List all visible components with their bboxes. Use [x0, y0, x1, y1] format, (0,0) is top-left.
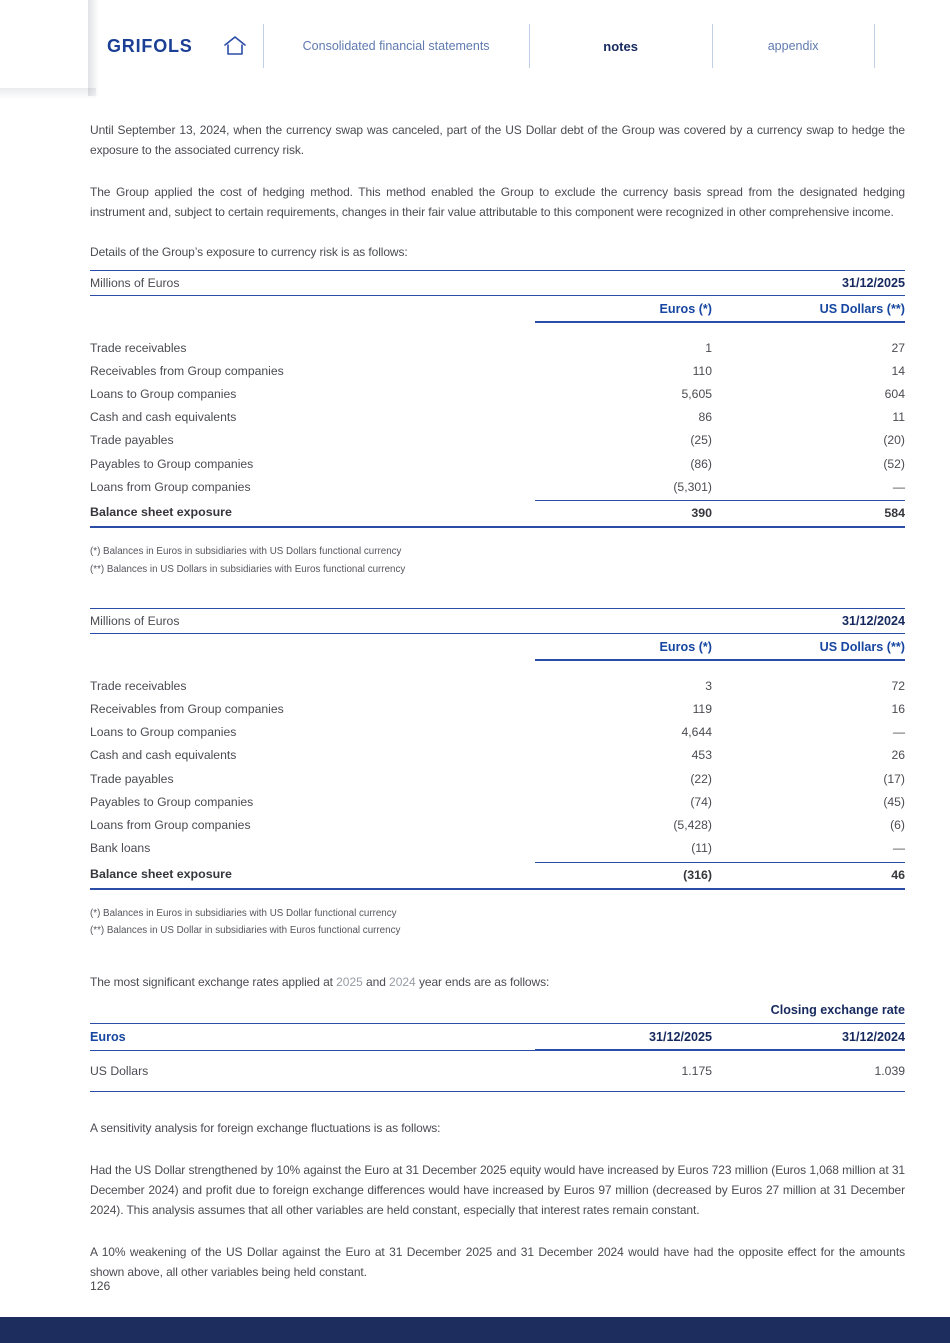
rates-intro-text: The most significant exchange rates applied at [90, 974, 337, 989]
row-value: (316) [535, 862, 712, 888]
row-value: (20) [883, 433, 905, 448]
column-header-empty [90, 302, 535, 323]
table-unit-label: Millions of Euros [90, 276, 180, 290]
row-value: 453 [691, 748, 712, 763]
closing-exchange-rate-title: Closing exchange rate [90, 1003, 905, 1024]
table-row [90, 790, 905, 813]
year-2024-link[interactable]: 2024 [389, 974, 416, 989]
row-value: (17) [883, 771, 905, 786]
row-value: (86) [690, 456, 712, 471]
table-footnotes-2024 [90, 905, 905, 940]
row-value: 27 [891, 340, 905, 355]
row-label: Trade receivables [90, 678, 187, 693]
row-value: 390 [535, 500, 712, 526]
row-value: 3 [705, 678, 712, 693]
row-value: (45) [883, 794, 905, 809]
row-label: Payables to Group companies [90, 456, 254, 471]
row-label: Receivables from Group companies [90, 702, 284, 717]
row-value: (74) [690, 794, 712, 809]
grifols-logo[interactable]: GRIFOLS [107, 35, 193, 56]
row-value: 72 [891, 678, 905, 693]
table-row [90, 744, 905, 767]
row-label: Trade payables [90, 433, 174, 448]
table-date-label: 31/12/2025 [841, 276, 905, 290]
nav-appendix[interactable]: appendix [767, 39, 819, 53]
row-value: 110 [692, 363, 712, 378]
row-value: 4,644 [681, 725, 712, 740]
column-header-2025: 31/12/2025 [535, 1024, 712, 1051]
row-value: 11 [892, 410, 905, 425]
row-value: (5,428) [673, 818, 712, 833]
table-row [90, 359, 905, 382]
row-label: Balance sheet exposure [90, 505, 232, 520]
sensitivity-paragraph: Had the US Dollar strengthened by 10% against the Euro at 31 December 2025 equity would have increased by Euros 723 million (Euros 1,068 million at 31 December 2024) and profit due to foreign exchange differences would have increased by Euros 97 million (decreased by Euros 27 million at 31 December 2024). This analysis assumes that all other variables are held constant, especially that interest rates remain constant. [90, 1162, 905, 1217]
table-row [90, 382, 905, 405]
exposure-intro-line: Details of the Group’s exposure to currency risk is as follows: [90, 245, 408, 259]
table-row [90, 813, 905, 836]
row-label: Cash and cash equivalents [90, 748, 237, 763]
table-row [90, 336, 905, 359]
row-label: Loans from Group companies [90, 818, 251, 833]
table-header-row [90, 608, 905, 634]
currency-exposure-table-2025 [90, 270, 905, 528]
row-value: (22) [690, 771, 712, 786]
table-body [90, 323, 905, 498]
row-value: 5,605 [681, 386, 712, 401]
row-value: 1 [705, 340, 712, 355]
rates-column-headers [90, 1024, 905, 1051]
nav-consolidated-financial-statements[interactable]: Consolidated financial statements [302, 39, 490, 53]
row-label: Balance sheet exposure [90, 866, 232, 881]
table-row [90, 429, 905, 452]
table-column-headers [90, 296, 905, 323]
column-header-usd: US Dollars (**) [712, 302, 905, 323]
row-value: 1.039 [874, 1063, 905, 1078]
page-number: 126 [90, 1279, 111, 1293]
intro-paragraph-2: The Group applied the cost of hedging method. This method enabled the Group to exclude the currency basis spread from the designated hedging instrument and, subject to certain requirements, changes in their fair value attributable to this component were recognized in other comprehensive income. [90, 185, 905, 219]
sensitivity-intro: A sensitivity analysis for foreign exchange fluctuations is as follows: [90, 1120, 441, 1135]
nav-separator [874, 24, 875, 68]
row-value: — [892, 841, 905, 856]
row-value: 86 [698, 410, 712, 425]
balance-sheet-exposure-row [90, 500, 905, 528]
row-label: Loans to Group companies [90, 725, 237, 740]
closing-exchange-rate-table [90, 1003, 905, 1092]
row-label: Loans from Group companies [90, 479, 251, 494]
table-row [90, 674, 905, 697]
rates-intro [90, 972, 905, 992]
table-row [90, 698, 905, 721]
row-label: Loans to Group companies [90, 386, 237, 401]
row-label: Payables to Group companies [90, 794, 254, 809]
row-value: — [892, 725, 905, 740]
column-header-euros: Euros (*) [535, 640, 712, 661]
row-label: Cash and cash equivalents [90, 410, 237, 425]
row-label: Bank loans [90, 841, 151, 856]
column-header-usd: US Dollars (**) [712, 640, 905, 661]
table-row [90, 406, 905, 429]
rates-table-body [90, 1051, 905, 1092]
row-value: 46 [712, 862, 905, 888]
row-label: Trade payables [90, 771, 174, 786]
year-2025-link[interactable]: 2025 [336, 974, 363, 989]
row-value: 1.175 [681, 1063, 712, 1078]
table-unit-label: Millions of Euros [90, 614, 180, 629]
footnote: (**) Balances in US Dollars in subsidiaries with Euros functional currency [90, 563, 406, 575]
table-row [90, 837, 905, 860]
footnote: (*) Balances in Euros in subsidiaries with US Dollars functional currency [90, 546, 402, 558]
column-header-euros: Euros [90, 1024, 535, 1051]
row-value: (5,301) [673, 479, 712, 494]
row-value: 16 [891, 702, 905, 717]
table-row [90, 1057, 905, 1084]
column-header-empty [90, 640, 535, 661]
table-header-row [90, 270, 905, 296]
sensitivity-paragraph-2: A 10% weakening of the US Dollar against the Euro at 31 December 2025 and 31 December 2024 would have had the opposite effect for the amounts shown above, all other variables being held constant. [90, 1244, 905, 1279]
top-navigation [0, 0, 950, 92]
row-value: 14 [891, 363, 905, 378]
footnote: (*) Balances in Euros in subsidiaries with US Dollar functional currency [90, 907, 397, 919]
row-label: Trade receivables [90, 340, 187, 355]
row-value: (11) [691, 841, 712, 856]
rates-intro-text: year ends are as follows: [415, 974, 550, 989]
table-date-label: 31/12/2024 [841, 614, 905, 629]
row-value: 119 [692, 702, 712, 717]
footnote: (**) Balances in US Dollar in subsidiaries with Euros functional currency [90, 925, 401, 937]
page-corner-shadow [0, 88, 96, 99]
table-row [90, 767, 905, 790]
table-body [90, 661, 905, 860]
nav-notes[interactable]: notes [603, 38, 638, 54]
row-value: 604 [884, 386, 905, 401]
table-row [90, 475, 905, 498]
footer-bar [0, 1317, 950, 1343]
row-value: 584 [712, 500, 905, 526]
home-icon[interactable] [223, 35, 247, 57]
column-header-2024: 31/12/2024 [712, 1024, 905, 1051]
row-label: Receivables from Group companies [90, 363, 284, 378]
row-value: 26 [891, 748, 905, 763]
table-row [90, 452, 905, 475]
row-value: — [892, 479, 905, 494]
intro-paragraph-1: Until September 13, 2024, when the currency swap was canceled, part of the US Dollar debt of the Group was covered by a currency swap to hedge the exposure to the associated currency risk. [90, 123, 905, 157]
page-content [0, 120, 950, 1282]
row-value: (25) [690, 433, 712, 448]
row-label: US Dollars [90, 1063, 149, 1078]
table-column-headers [90, 634, 905, 661]
currency-exposure-table-2024 [90, 608, 905, 890]
row-value: (52) [883, 456, 905, 471]
page-corner-shadow [88, 0, 99, 96]
balance-sheet-exposure-row [90, 862, 905, 890]
rates-intro-text: and [362, 974, 390, 989]
table-footnotes-2025 [90, 543, 905, 578]
table-row [90, 721, 905, 744]
column-header-euros: Euros (*) [535, 302, 712, 323]
row-value: (6) [890, 818, 905, 833]
